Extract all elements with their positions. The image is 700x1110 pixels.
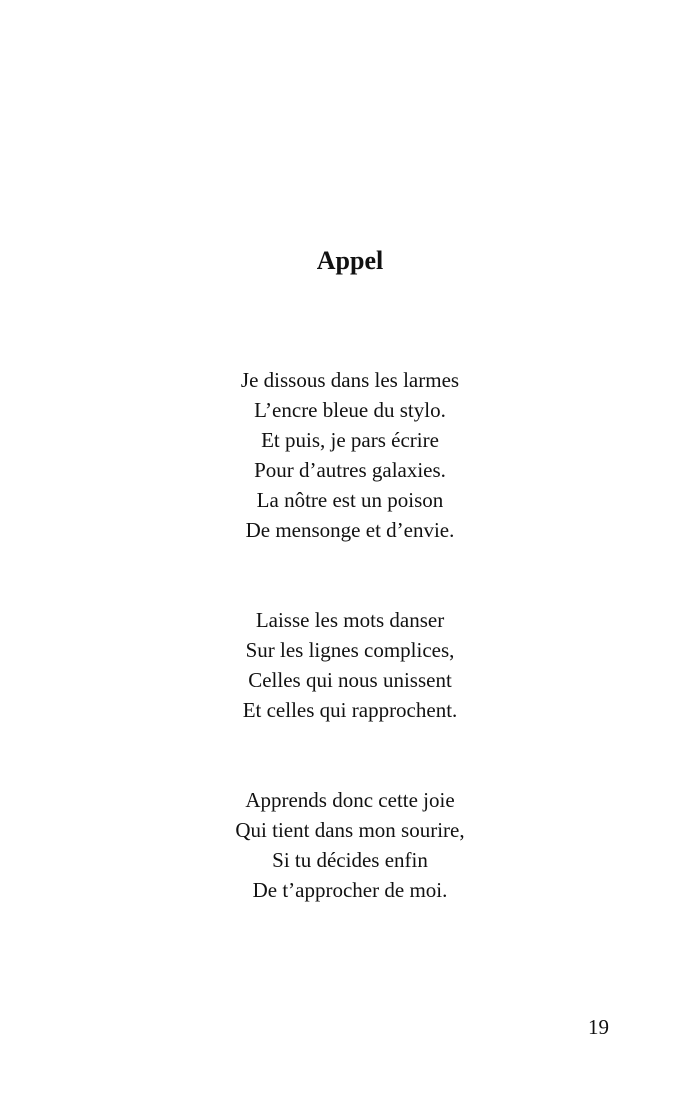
stanza-1 (0, 365, 700, 545)
poem-line: Je dissous dans les larmes (240, 368, 460, 392)
poem-line: Qui tient dans mon sourire, (235, 818, 465, 842)
stanza-2 (0, 605, 700, 725)
poem-line: Celles qui nous unissent (248, 668, 452, 692)
poem-line: Laisse les mots danser (255, 608, 445, 632)
poem-line: La nôtre est un poison (256, 488, 444, 512)
poem-line: Et celles qui rapprochent. (242, 698, 458, 722)
stanza-3 (0, 785, 700, 905)
poem-line: De t’approcher de moi. (252, 878, 448, 902)
poem-line: Pour d’autres galaxies. (254, 458, 446, 482)
poem-line: L’encre bleue du stylo. (254, 398, 446, 422)
poem-line: Sur les lignes complices, (245, 638, 455, 662)
poem-line: Apprends donc cette joie (245, 788, 455, 812)
page-number: 19 (588, 1015, 609, 1039)
poem-line: De mensonge et d’envie. (245, 518, 455, 542)
poem-title: Appel (316, 246, 384, 275)
poem-line: Et puis, je pars écrire (261, 428, 439, 452)
poem-line: Si tu décides enfin (272, 848, 428, 872)
